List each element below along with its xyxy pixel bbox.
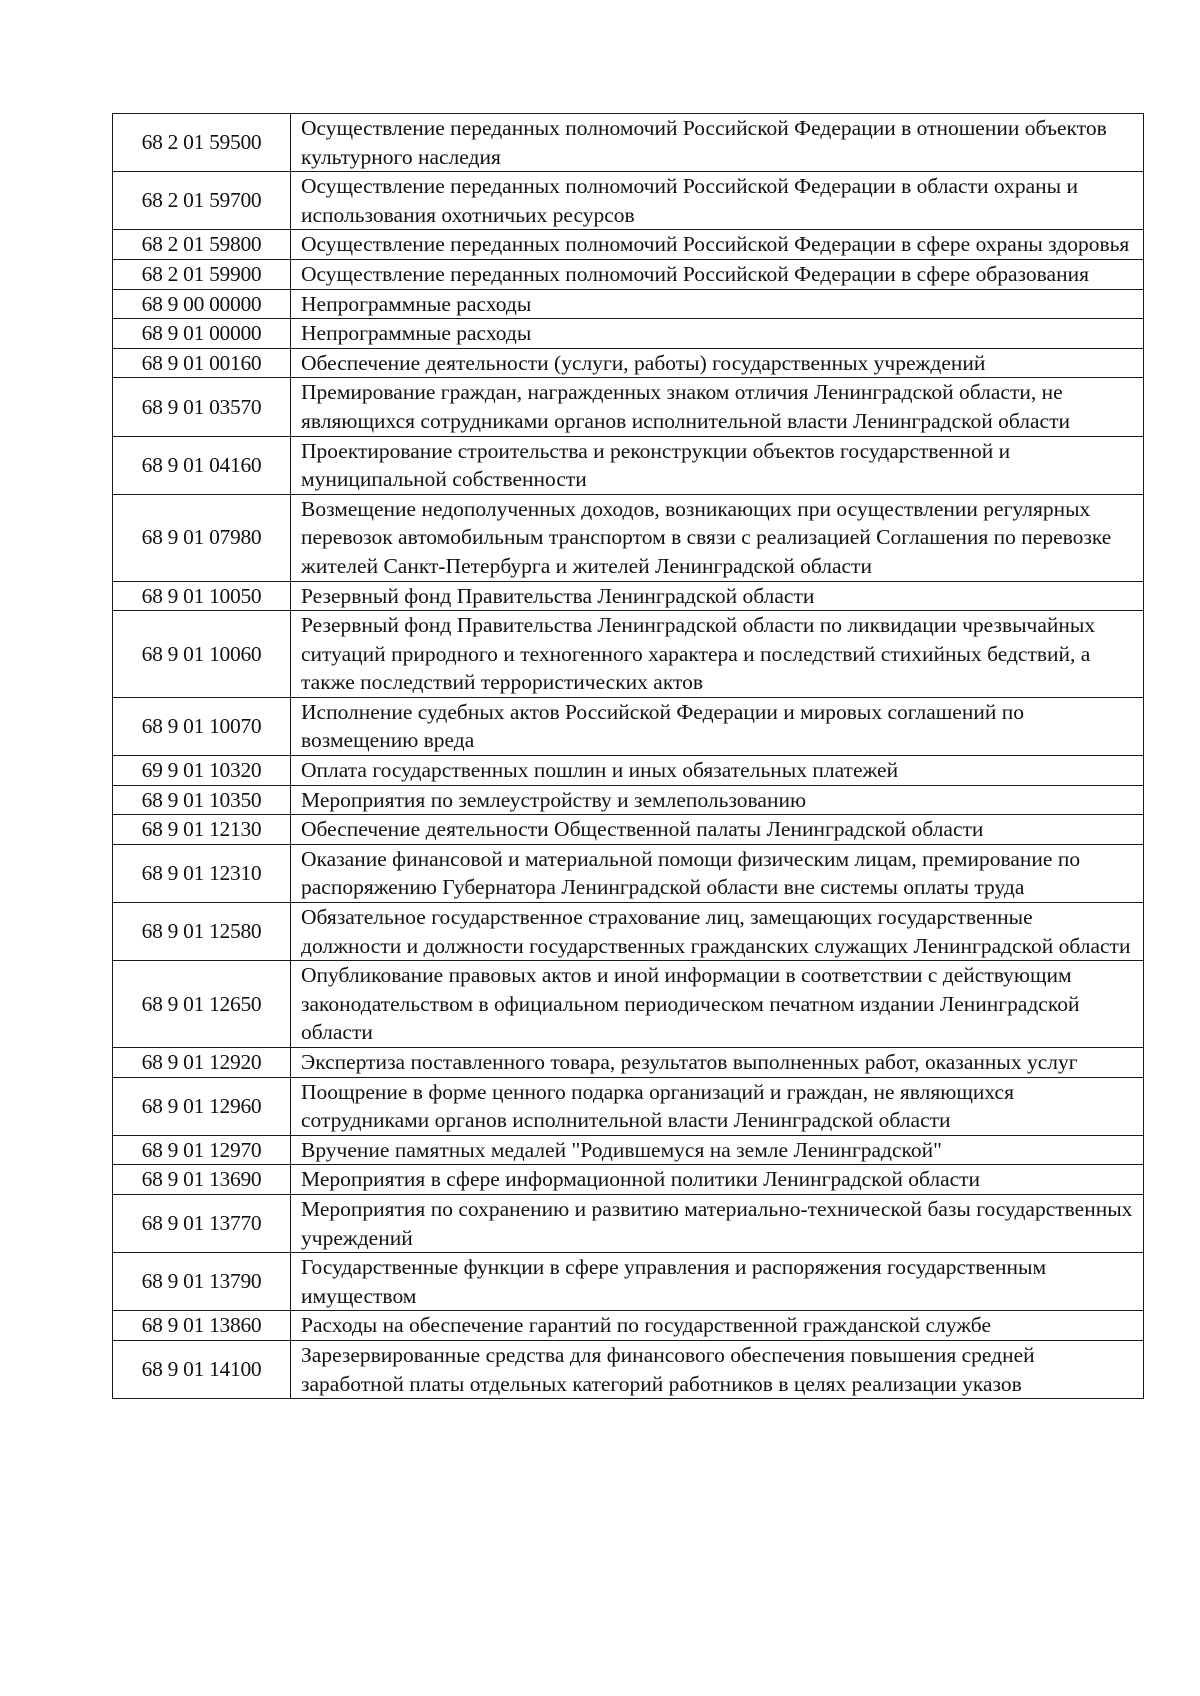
row-code-cell: 68 9 01 10060 [113, 611, 291, 698]
row-code-cell: 68 9 01 14100 [113, 1340, 291, 1398]
budget-code-table [112, 113, 1144, 1399]
row-description-cell: Обязательное государственное страхование лиц, замещающих государственные должности и должности государственных гражданских служащих Ленинградской области [291, 903, 1144, 961]
table-row [113, 319, 1144, 349]
row-description-cell: Обеспечение деятельности (услуги, работы) государственных учреждений [291, 348, 1144, 378]
row-code-cell: 68 9 01 12960 [113, 1077, 291, 1135]
row-description-cell: Резервный фонд Правительства Ленинградской области по ликвидации чрезвычайных ситуаций природного и техногенного характера и последствий стихийных бедствий, а также последствий террористических актов [291, 611, 1144, 698]
row-description-cell: Осуществление переданных полномочий Российской Федерации в отношении объектов культурного наследия [291, 114, 1144, 172]
table-row [113, 348, 1144, 378]
table-row [113, 961, 1144, 1048]
table-row [113, 436, 1144, 494]
row-description-cell: Расходы на обеспечение гарантий по государственной гражданской службе [291, 1311, 1144, 1341]
row-code-cell: 68 9 01 12310 [113, 844, 291, 902]
table-row [113, 815, 1144, 845]
row-description-cell: Обеспечение деятельности Общественной палаты Ленинградской области [291, 815, 1144, 845]
row-description-cell: Оказание финансовой и материальной помощи физическим лицам, премирование по распоряжению Губернатора Ленинградской области вне системы оплаты труда [291, 844, 1144, 902]
table-row [113, 785, 1144, 815]
row-description-cell: Экспертиза поставленного товара, результатов выполненных работ, оказанных услуг [291, 1048, 1144, 1078]
table-row [113, 378, 1144, 436]
row-description-cell: Осуществление переданных полномочий Российской Федерации в области охраны и использования охотничьих ресурсов [291, 172, 1144, 230]
row-description-cell: Проектирование строительства и реконструкции объектов государственной и муниципальной собственности [291, 436, 1144, 494]
table-row [113, 581, 1144, 611]
table-row [113, 611, 1144, 698]
row-code-cell: 68 2 01 59900 [113, 259, 291, 289]
row-code-cell: 68 9 00 00000 [113, 289, 291, 319]
table-row [113, 1048, 1144, 1078]
row-code-cell: 68 2 01 59500 [113, 114, 291, 172]
row-code-cell: 68 9 01 13690 [113, 1165, 291, 1195]
row-code-cell: 68 9 01 00000 [113, 319, 291, 349]
table-body [113, 114, 1144, 1399]
row-code-cell: 68 9 01 07980 [113, 494, 291, 581]
row-description-cell: Мероприятия по сохранению и развитию материально-технической базы государственных учреждений [291, 1194, 1144, 1252]
row-code-cell: 68 9 01 13860 [113, 1311, 291, 1341]
row-code-cell: 68 9 01 12130 [113, 815, 291, 845]
table-row [113, 1077, 1144, 1135]
row-description-cell: Осуществление переданных полномочий Российской Федерации в сфере образования [291, 259, 1144, 289]
row-description-cell: Непрограммные расходы [291, 289, 1144, 319]
row-code-cell: 68 9 01 13770 [113, 1194, 291, 1252]
table-row [113, 1165, 1144, 1195]
row-description-cell: Мероприятия по землеустройству и землепользованию [291, 785, 1144, 815]
table-row [113, 903, 1144, 961]
table-row [113, 1311, 1144, 1341]
row-code-cell: 68 9 01 12650 [113, 961, 291, 1048]
row-description-cell: Зарезервированные средства для финансового обеспечения повышения средней заработной платы отдельных категорий работников в целях реализации указов [291, 1340, 1144, 1398]
table-row [113, 114, 1144, 172]
table-row [113, 289, 1144, 319]
row-description-cell: Непрограммные расходы [291, 319, 1144, 349]
table-row [113, 494, 1144, 581]
row-description-cell: Мероприятия в сфере информационной политики Ленинградской области [291, 1165, 1144, 1195]
row-description-cell: Резервный фонд Правительства Ленинградской области [291, 581, 1144, 611]
row-code-cell: 68 9 01 12580 [113, 903, 291, 961]
row-description-cell: Поощрение в форме ценного подарка организаций и граждан, не являющихся сотрудниками органов исполнительной власти Ленинградской области [291, 1077, 1144, 1135]
row-code-cell: 68 9 01 10350 [113, 785, 291, 815]
row-description-cell: Государственные функции в сфере управления и распоряжения государственным имуществом [291, 1253, 1144, 1311]
table-row [113, 172, 1144, 230]
table-row [113, 1194, 1144, 1252]
table-row [113, 1340, 1144, 1398]
row-description-cell: Осуществление переданных полномочий Российской Федерации в сфере охраны здоровья [291, 230, 1144, 260]
row-description-cell: Оплата государственных пошлин и иных обязательных платежей [291, 756, 1144, 786]
row-code-cell: 68 2 01 59700 [113, 172, 291, 230]
row-description-cell: Возмещение недополученных доходов, возникающих при осуществлении регулярных перевозок автомобильным транспортом в связи с реализацией Соглашения по перевозке жителей Санкт-Петербурга и жителей Ленинградской области [291, 494, 1144, 581]
table-row [113, 756, 1144, 786]
row-code-cell: 68 9 01 10070 [113, 697, 291, 755]
table-row [113, 1253, 1144, 1311]
table-row [113, 844, 1144, 902]
row-description-cell: Премирование граждан, награжденных знаком отличия Ленинградской области, не являющихся сотрудниками органов исполнительной власти Ленинградской области [291, 378, 1144, 436]
row-description-cell: Исполнение судебных актов Российской Федерации и мировых соглашений по возмещению вреда [291, 697, 1144, 755]
row-code-cell: 68 2 01 59800 [113, 230, 291, 260]
row-description-cell: Вручение памятных медалей "Родившемуся на земле Ленинградской" [291, 1135, 1144, 1165]
row-code-cell: 68 9 01 03570 [113, 378, 291, 436]
row-code-cell: 68 9 01 12920 [113, 1048, 291, 1078]
row-code-cell: 69 9 01 10320 [113, 756, 291, 786]
row-description-cell: Опубликование правовых актов и иной информации в соответствии с действующим законодательством в официальном периодическом печатном издании Ленинградской области [291, 961, 1144, 1048]
table-row [113, 259, 1144, 289]
row-code-cell: 68 9 01 04160 [113, 436, 291, 494]
row-code-cell: 68 9 01 00160 [113, 348, 291, 378]
row-code-cell: 68 9 01 13790 [113, 1253, 291, 1311]
row-code-cell: 68 9 01 10050 [113, 581, 291, 611]
table-row [113, 230, 1144, 260]
table-row [113, 697, 1144, 755]
row-code-cell: 68 9 01 12970 [113, 1135, 291, 1165]
table-row [113, 1135, 1144, 1165]
